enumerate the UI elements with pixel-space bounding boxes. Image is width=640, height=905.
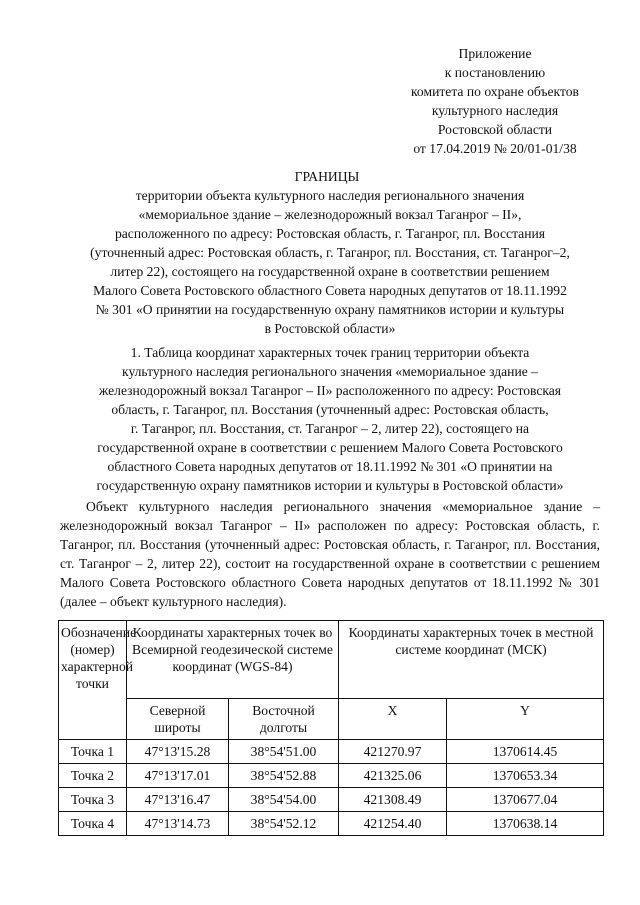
title-line: (уточненный адрес: Ростовская область, г. Таганрог, пл. Восстания, ст. Таганрог–2, <box>90 245 570 260</box>
cell-north: 47°13'17.01 <box>127 764 229 788</box>
table-subheader-row <box>59 699 604 740</box>
cell-x: 421325.06 <box>339 764 447 788</box>
appendix-block <box>395 44 595 158</box>
section-line: г. Таганрог, пл. Восстания, ст. Таганрог – 2, литер 22), состоящего на <box>130 421 530 436</box>
title-line: территории объекта культурного наследия регионального значения <box>135 188 525 203</box>
cell-east: 38°54'51.00 <box>229 740 339 764</box>
section-line: государственной охране в соответствии с решением Малого Совета Ростовского <box>97 440 563 455</box>
title-line: «мемориальное здание – железнодорожный вокзал Таганрог – II», <box>138 207 522 222</box>
cell-north: 47°13'15.28 <box>127 740 229 764</box>
title-line: расположенного по адресу: Ростовская область, г. Таганрог, пл. Восстания <box>114 226 546 241</box>
cell-point: Точка 1 <box>59 740 127 764</box>
cell-x: 421254.40 <box>339 812 447 836</box>
coordinates-table <box>58 620 604 836</box>
section-line: железнодорожный вокзал Таганрог – II» расположенного по адресу: Ростовская <box>98 383 562 398</box>
title-line: в Ростовской области» <box>264 321 396 336</box>
section-line: областного Совета народных депутатов от 18.11.1992 № 301 «О принятии на <box>107 459 553 474</box>
header-east: Восточной долготы <box>229 699 339 740</box>
appendix-line: от 17.04.2019 № 20/01-01/38 <box>413 141 577 156</box>
cell-x: 421308.49 <box>339 788 447 812</box>
title-line: литер 22), состоящего на государственной охране в соответствии решением <box>110 264 550 279</box>
table-row <box>59 812 604 836</box>
header-wgs: Координаты характерных точек во Всемирной геодезической системе координат (WGS-84) <box>127 621 339 699</box>
table-row <box>59 764 604 788</box>
cell-north: 47°13'16.47 <box>127 788 229 812</box>
header-y: Y <box>447 699 604 740</box>
cell-point: Точка 3 <box>59 788 127 812</box>
cell-point: Точка 2 <box>59 764 127 788</box>
section-line: культурного наследия регионального значения «мемориальное здание – <box>122 364 538 379</box>
cell-point: Точка 4 <box>59 812 127 836</box>
cell-east: 38°54'52.12 <box>229 812 339 836</box>
title-line: № 301 «О принятии на государственную охрану памятников истории и культуры <box>95 302 565 317</box>
header-north: Северной широты <box>127 699 229 740</box>
header-msk: Координаты характерных точек в местной системе координат (МСК) <box>339 621 604 699</box>
table-row <box>59 788 604 812</box>
title-heading: ГРАНИЦЫ <box>294 169 360 184</box>
title-line: Малого Совета Ростовского областного Совета народных депутатов от 18.11.1992 <box>93 283 567 298</box>
cell-y: 1370653.34 <box>447 764 604 788</box>
section-line: 1. Таблица координат характерных точек границ территории объекта <box>130 345 530 360</box>
cell-north: 47°13'14.73 <box>127 812 229 836</box>
document-title <box>60 167 600 338</box>
cell-y: 1370638.14 <box>447 812 604 836</box>
appendix-line: комитета по охране объектов <box>411 84 579 99</box>
section-1-heading <box>60 343 600 495</box>
cell-east: 38°54'54.00 <box>229 788 339 812</box>
cell-y: 1370614.45 <box>447 740 604 764</box>
section-line: государственную охрану памятников истории и культуры в Ростовской области» <box>96 478 564 493</box>
appendix-line: Приложение <box>458 46 532 61</box>
cell-east: 38°54'52.88 <box>229 764 339 788</box>
cell-x: 421270.97 <box>339 740 447 764</box>
header-x: X <box>339 699 447 740</box>
appendix-line: культурного наследия <box>431 103 559 118</box>
appendix-line: Ростовской области <box>437 122 553 137</box>
header-point: Обозначение (номер) характерной точки <box>59 621 127 740</box>
table-header-row <box>59 621 604 699</box>
section-line: область, г. Таганрог, пл. Восстания (уточненный адрес: Ростовская область, <box>111 402 549 417</box>
body-paragraph: Объект культурного наследия регионального значения «мемориальное здание – железнодорожный вокзал Таганрог – II» расположен по адресу: Ростовская область, г. Таганрог, пл. Восстания (уточненный адрес: Ростовская область, г. Таганрог, пл. Восстания, ст. Таганрог – 2, литер 22), состоит на государственной охране в соответствии с решением Малого Совета Ростовского областного Совета народных депутатов от 18.11.1992 № 301 (далее – объект культурного наследия). <box>60 499 600 609</box>
cell-y: 1370677.04 <box>447 788 604 812</box>
table-row <box>59 740 604 764</box>
appendix-line: к постановлению <box>444 65 546 80</box>
